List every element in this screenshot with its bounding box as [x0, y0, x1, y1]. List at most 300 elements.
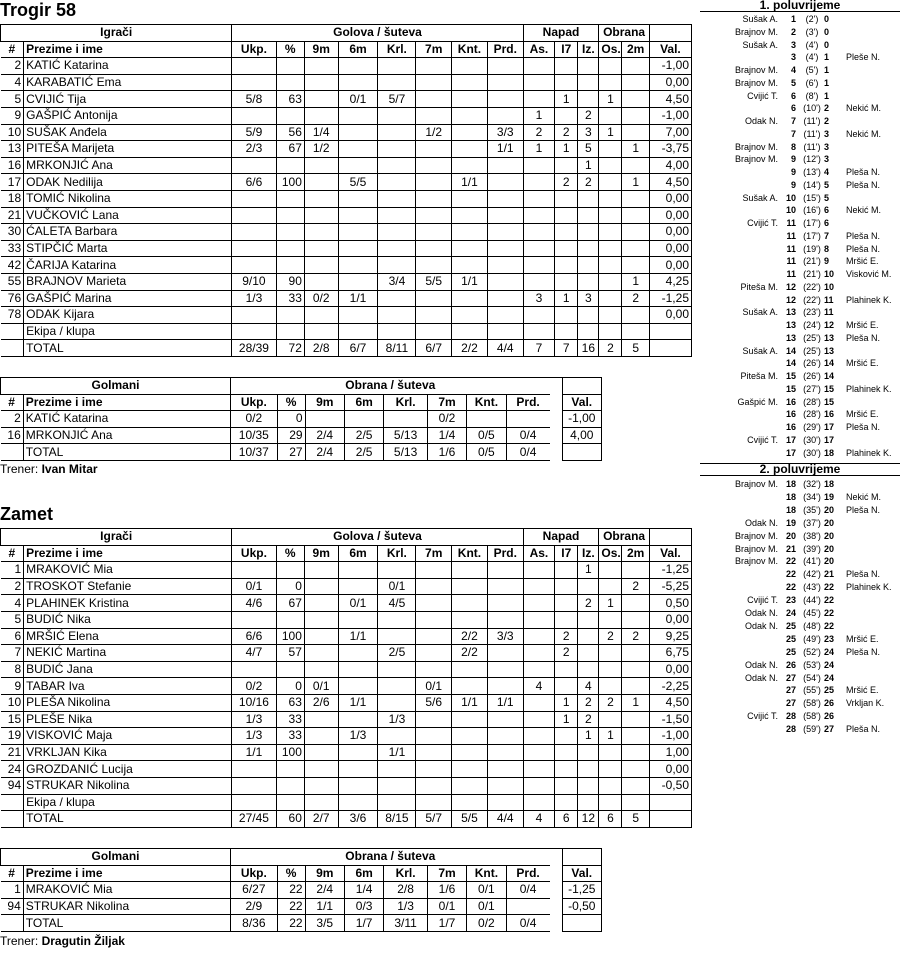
stat-cell: 4,00: [649, 157, 691, 174]
stat-cell: [276, 761, 304, 778]
stat-cell: 2/5: [344, 427, 383, 444]
stat-cell: 5: [622, 811, 649, 828]
stat-cell: [378, 777, 416, 794]
goal-minute: (4'): [805, 52, 819, 63]
stat-cell: 22: [277, 915, 305, 932]
home-score: 6: [790, 103, 796, 114]
goal-minute: (14'): [803, 179, 821, 190]
home-score: 2: [790, 26, 796, 37]
home-score: 12: [785, 294, 796, 305]
stat-cell: 2: [578, 107, 599, 124]
stat-cell: 2: [578, 595, 599, 612]
stat-cell: [338, 58, 378, 75]
stat-cell: [555, 661, 578, 678]
value-group-header: [649, 25, 691, 42]
away-score: 24: [824, 659, 835, 670]
stat-cell: [416, 645, 452, 662]
stat-cell: 3: [578, 290, 599, 307]
goal-event: [700, 332, 900, 344]
stat-cell: 5/8: [232, 91, 276, 108]
stat-cell: 0: [276, 578, 304, 595]
stat-cell: [416, 290, 452, 307]
stat-cell: 10/37: [231, 444, 278, 461]
goal-minute: (55'): [803, 685, 821, 696]
stat-cell: 0,00: [649, 761, 691, 778]
column-header: I7: [555, 545, 578, 562]
stat-cell: 1/3: [338, 728, 378, 745]
stat-cell: [578, 323, 599, 340]
stat-cell: [578, 58, 599, 75]
stat-cell: [555, 157, 578, 174]
stat-cell: [416, 240, 452, 257]
stat-cell: 4,50: [649, 91, 691, 108]
home-scorer: Piteša M.: [740, 371, 778, 381]
stat-cell: [276, 107, 304, 124]
home-score: 18: [785, 491, 796, 502]
home-score: 18: [785, 504, 796, 515]
stat-cell: [378, 323, 416, 340]
stat-cell: [338, 744, 378, 761]
stat-cell: [523, 628, 555, 645]
stat-cell: [622, 190, 649, 207]
stat-cell: 0: [276, 678, 304, 695]
stat-cell: [304, 794, 338, 811]
stat-cell: -1,50: [649, 711, 691, 728]
away-scorer: Nekić M.: [846, 491, 882, 502]
stat-cell: [378, 628, 416, 645]
away-score: 16: [824, 409, 835, 420]
stat-cell: [338, 645, 378, 662]
column-header: #: [1, 545, 24, 562]
stat-cell: [452, 794, 488, 811]
goalkeeper-row: [1, 444, 602, 461]
stat-cell: [452, 91, 488, 108]
attack-group-header: Napad: [523, 529, 599, 546]
goal-event: [700, 543, 900, 555]
goalkeepers-group-header: Golmani: [1, 849, 231, 866]
stat-cell: [523, 174, 555, 191]
stat-cell: [622, 678, 649, 695]
stat-cell: [338, 273, 378, 290]
home-scorer: Brajnov M.: [734, 77, 778, 88]
home-score: 11: [786, 243, 796, 254]
stat-cell: [555, 777, 578, 794]
stat-cell: 8/15: [378, 811, 416, 828]
stat-cell: [338, 224, 378, 241]
stat-cell: [599, 290, 622, 307]
stat-cell: [467, 411, 506, 428]
stat-cell: [232, 661, 276, 678]
goal-minute: (2'): [805, 14, 819, 24]
stat-cell: 27/45: [232, 811, 276, 828]
away-score: 1: [824, 77, 830, 88]
stat-cell: [523, 578, 555, 595]
away-score: 21: [824, 569, 835, 580]
stat-cell: [523, 257, 555, 274]
home-score: 14: [785, 358, 796, 369]
goal-event: [700, 408, 900, 420]
stat-cell: [555, 562, 578, 579]
stat-cell: 2/7: [304, 811, 338, 828]
stat-cell: 2/3: [232, 141, 276, 158]
stat-cell: [276, 58, 304, 75]
home-score: 15: [785, 383, 796, 394]
goal-event: [700, 345, 900, 357]
column-header: 6m: [338, 41, 378, 58]
stat-cell: [338, 240, 378, 257]
stat-cell: [578, 611, 599, 628]
home-goalkeepers-table: [0, 377, 602, 461]
column-header: Krl.: [378, 545, 416, 562]
player-number: 10: [1, 694, 24, 711]
home-score: 10: [785, 205, 796, 216]
stat-cell: 8/11: [378, 340, 416, 357]
player-name: MRŠIĆ Elena: [24, 628, 232, 645]
stat-cell: 5/13: [384, 427, 428, 444]
stat-cell: [523, 207, 555, 224]
home-scorer: Brajnov M.: [734, 26, 778, 37]
stat-cell: [338, 661, 378, 678]
stat-cell: 1: [622, 174, 649, 191]
away-scorer: Nekić M.: [846, 205, 882, 216]
home-score: 15: [785, 371, 796, 381]
column-header: Ukp.: [232, 545, 276, 562]
player-row: [1, 744, 692, 761]
stat-cell: 3/3: [487, 124, 523, 141]
stat-cell: -0,50: [562, 898, 601, 915]
stat-cell: 100: [276, 174, 304, 191]
goal-minute: (25'): [803, 345, 821, 356]
stat-cell: -3,75: [649, 141, 691, 158]
goal-minute: (11'): [803, 128, 821, 139]
column-header: Krl.: [378, 41, 416, 58]
stat-cell: 9/10: [232, 273, 276, 290]
home-score: 22: [785, 582, 796, 593]
stat-cell: [304, 157, 338, 174]
stat-cell: [599, 744, 622, 761]
shots-group-header: Golova / šuteva: [232, 529, 523, 546]
stat-cell: 5: [622, 340, 649, 357]
stat-cell: [555, 257, 578, 274]
stat-cell: 3/3: [487, 628, 523, 645]
away-score: 24: [824, 646, 835, 657]
stat-cell: 100: [276, 744, 304, 761]
away-scorer: Pleše N.: [846, 52, 881, 63]
home-score: 11: [786, 218, 796, 228]
stat-cell: [487, 611, 523, 628]
goalkeeper-name: STRUKAR Nikolina: [23, 898, 230, 915]
stat-cell: 1/1: [487, 694, 523, 711]
away-score: 6: [824, 205, 830, 216]
goal-minute: (22'): [803, 281, 821, 292]
player-number: 94: [1, 777, 24, 794]
away-score: 12: [824, 320, 835, 330]
player-number: 5: [1, 91, 24, 108]
stat-cell: [622, 91, 649, 108]
players-group-header: Igrači: [1, 529, 232, 546]
away-scorer: Pleša N.: [846, 332, 881, 343]
player-name: ČARIJA Katarina: [24, 257, 232, 274]
stat-cell: [416, 611, 452, 628]
stat-cell: 1,00: [649, 744, 691, 761]
goal-event: [700, 434, 900, 446]
stat-cell: [378, 124, 416, 141]
stat-cell: [649, 794, 691, 811]
stat-cell: [304, 628, 338, 645]
column-header: Iz.: [578, 545, 599, 562]
stat-cell: [578, 628, 599, 645]
player-row: [1, 811, 692, 828]
stat-cell: [416, 307, 452, 324]
away-score: 20: [824, 504, 835, 515]
player-name: ĆALETA Barbara: [24, 224, 232, 241]
stat-cell: [523, 157, 555, 174]
away-score: 8: [824, 243, 830, 254]
stat-cell: [452, 611, 488, 628]
goal-minute: (37'): [803, 517, 821, 528]
stat-cell: 6,75: [649, 645, 691, 662]
stat-cell: [304, 107, 338, 124]
column-header: Krl.: [384, 394, 428, 411]
stat-cell: 1/3: [384, 898, 428, 915]
goal-event: [700, 179, 900, 191]
stat-cell: [416, 777, 452, 794]
goal-minute: (17'): [803, 230, 821, 241]
stat-cell: 6/7: [416, 340, 452, 357]
away-score: 10: [824, 281, 835, 292]
home-scorer: Odak N.: [744, 608, 778, 618]
goal-minute: (8'): [805, 90, 819, 101]
home-scorer: Brajnov M.: [734, 543, 778, 554]
stat-cell: [487, 678, 523, 695]
column-header: 9m: [304, 41, 338, 58]
stat-cell: [487, 107, 523, 124]
stat-cell: 0/4: [506, 915, 550, 932]
goalkeeper-name: MRKONJIĆ Ana: [23, 427, 230, 444]
stat-cell: 0,00: [649, 257, 691, 274]
stat-cell: 3/11: [384, 915, 428, 932]
stat-cell: [523, 711, 555, 728]
stat-cell: [622, 611, 649, 628]
player-row: [1, 628, 692, 645]
goal-event: [700, 281, 900, 293]
column-header: 2m: [622, 545, 649, 562]
stat-cell: [232, 611, 276, 628]
goal-minute: (19'): [803, 243, 821, 254]
player-name: VUČKOVIĆ Lana: [24, 207, 232, 224]
away-scorer: Vrkljan K.: [846, 698, 885, 709]
stat-cell: [622, 74, 649, 91]
goal-minute: (17'): [803, 218, 821, 228]
stat-cell: 6/7: [338, 340, 378, 357]
stat-cell: [622, 107, 649, 124]
goal-event: [700, 230, 900, 242]
stat-cell: 7: [523, 340, 555, 357]
column-header: 7m: [427, 865, 466, 882]
stat-cell: [452, 323, 488, 340]
player-name: KATIĆ Katarina: [24, 58, 232, 75]
stat-cell: [487, 323, 523, 340]
stat-cell: [622, 58, 649, 75]
home-score: 26: [785, 659, 796, 670]
column-header: Val.: [562, 865, 601, 882]
stat-cell: [578, 777, 599, 794]
home-score: 16: [785, 422, 796, 432]
goal-event: [700, 255, 900, 267]
home-score: 11: [786, 269, 796, 279]
stat-cell: [578, 744, 599, 761]
stat-cell: [523, 694, 555, 711]
stat-cell: [452, 240, 488, 257]
column-header: Ukp.: [231, 865, 278, 882]
stat-cell: -1,00: [649, 107, 691, 124]
stat-cell: [452, 761, 488, 778]
player-row: [1, 645, 692, 662]
stat-cell: 5/13: [384, 444, 428, 461]
home-score: 27: [785, 685, 796, 696]
stat-cell: 0/4: [506, 427, 550, 444]
stat-cell: [487, 224, 523, 241]
home-scorer: Brajnov M.: [734, 556, 778, 567]
player-number: 9: [1, 107, 24, 124]
away-scorer: Pleša N.: [846, 179, 881, 190]
player-number: 21: [1, 744, 24, 761]
goal-minute: (6'): [805, 77, 819, 88]
player-number: 17: [1, 174, 24, 191]
stat-cell: 5: [578, 141, 599, 158]
player-row: [1, 661, 692, 678]
player-number: 4: [1, 595, 24, 612]
home-scorer: Sušak A.: [742, 307, 778, 318]
shots-group-header: Golova / šuteva: [232, 25, 523, 42]
goal-event: [700, 697, 900, 709]
spacer: [550, 444, 562, 461]
column-header: 7m: [416, 545, 452, 562]
stat-cell: 4,00: [562, 427, 601, 444]
stat-cell: [555, 107, 578, 124]
stat-cell: 1/6: [427, 444, 466, 461]
goalkeeper-name: MRAKOVIĆ Mia: [23, 882, 230, 899]
away-score: 7: [824, 230, 830, 241]
away-scorer: Mršić E.: [846, 409, 879, 420]
column-header: #: [1, 865, 24, 882]
stat-cell: [487, 562, 523, 579]
goal-minute: (35'): [803, 504, 821, 515]
stat-cell: [555, 224, 578, 241]
home-scorer: Sušak A.: [742, 192, 778, 203]
stat-cell: [555, 307, 578, 324]
stat-cell: 2: [578, 694, 599, 711]
stat-cell: [338, 307, 378, 324]
goal-minute: (43'): [803, 582, 821, 593]
home-scorer: Sušak A.: [742, 14, 778, 24]
stat-cell: [487, 794, 523, 811]
home-scorer: Brajnov M.: [734, 530, 778, 541]
stat-cell: [599, 224, 622, 241]
stat-cell: 2/6: [304, 694, 338, 711]
stat-cell: [304, 661, 338, 678]
stat-cell: [487, 157, 523, 174]
stat-cell: [378, 728, 416, 745]
goal-minute: (30'): [803, 447, 821, 458]
home-score: 17: [785, 434, 796, 445]
stat-cell: [487, 190, 523, 207]
home-scorer: Cvijić T.: [747, 595, 778, 606]
player-row: [1, 611, 692, 628]
stat-cell: [555, 190, 578, 207]
stat-cell: 4,25: [649, 273, 691, 290]
goalkeeper-number: 16: [1, 427, 24, 444]
stat-cell: 0/1: [467, 898, 506, 915]
stat-cell: 2/4: [305, 882, 344, 899]
stat-cell: [599, 157, 622, 174]
column-header: Os.: [599, 41, 622, 58]
player-number: [1, 340, 24, 357]
goal-minute: (53'): [803, 659, 821, 670]
goal-event: [700, 166, 900, 178]
goal-minute: (34'): [803, 491, 821, 502]
spacer: [550, 882, 562, 899]
stat-cell: 5/6: [416, 694, 452, 711]
stat-cell: 2: [555, 628, 578, 645]
stat-cell: [452, 107, 488, 124]
stat-cell: [416, 744, 452, 761]
stat-cell: 0: [277, 411, 305, 428]
player-name: PLEŠE Nika: [24, 711, 232, 728]
goal-minute: (58'): [803, 711, 821, 722]
player-row: [1, 728, 692, 745]
gk-shots-group-header: Obrana / šuteva: [231, 849, 550, 866]
stat-cell: [599, 323, 622, 340]
player-row: [1, 74, 692, 91]
stat-cell: [232, 777, 276, 794]
stat-cell: 6/6: [232, 628, 276, 645]
stat-cell: [338, 777, 378, 794]
stat-cell: [622, 257, 649, 274]
stat-cell: [232, 190, 276, 207]
column-header: As.: [523, 41, 555, 58]
column-header: 6m: [344, 394, 383, 411]
player-name: KARABATIĆ Ema: [24, 74, 232, 91]
stat-cell: 0/1: [416, 678, 452, 695]
stat-cell: [523, 611, 555, 628]
goal-event: [700, 646, 900, 658]
player-name: PLAHINEK Kristina: [24, 595, 232, 612]
player-number: 13: [1, 141, 24, 158]
stat-cell: 0/2: [231, 411, 278, 428]
stat-cell: 28/39: [232, 340, 276, 357]
stat-cell: 1: [555, 91, 578, 108]
stat-cell: [416, 141, 452, 158]
home-score: 12: [785, 281, 796, 292]
home-score: 9: [790, 179, 796, 190]
goal-minute: (38'): [803, 530, 821, 541]
away-score: 20: [824, 517, 835, 528]
stat-cell: [378, 761, 416, 778]
stat-cell: [555, 578, 578, 595]
stat-cell: 2/8: [304, 340, 338, 357]
stat-cell: [523, 761, 555, 778]
stat-cell: 22: [277, 882, 305, 899]
stat-cell: [378, 290, 416, 307]
stat-cell: [523, 323, 555, 340]
stat-cell: [452, 595, 488, 612]
stat-cell: 7,00: [649, 124, 691, 141]
column-header: Iz.: [578, 41, 599, 58]
stat-cell: [416, 58, 452, 75]
goal-event: [700, 13, 900, 25]
stat-cell: 5/5: [338, 174, 378, 191]
